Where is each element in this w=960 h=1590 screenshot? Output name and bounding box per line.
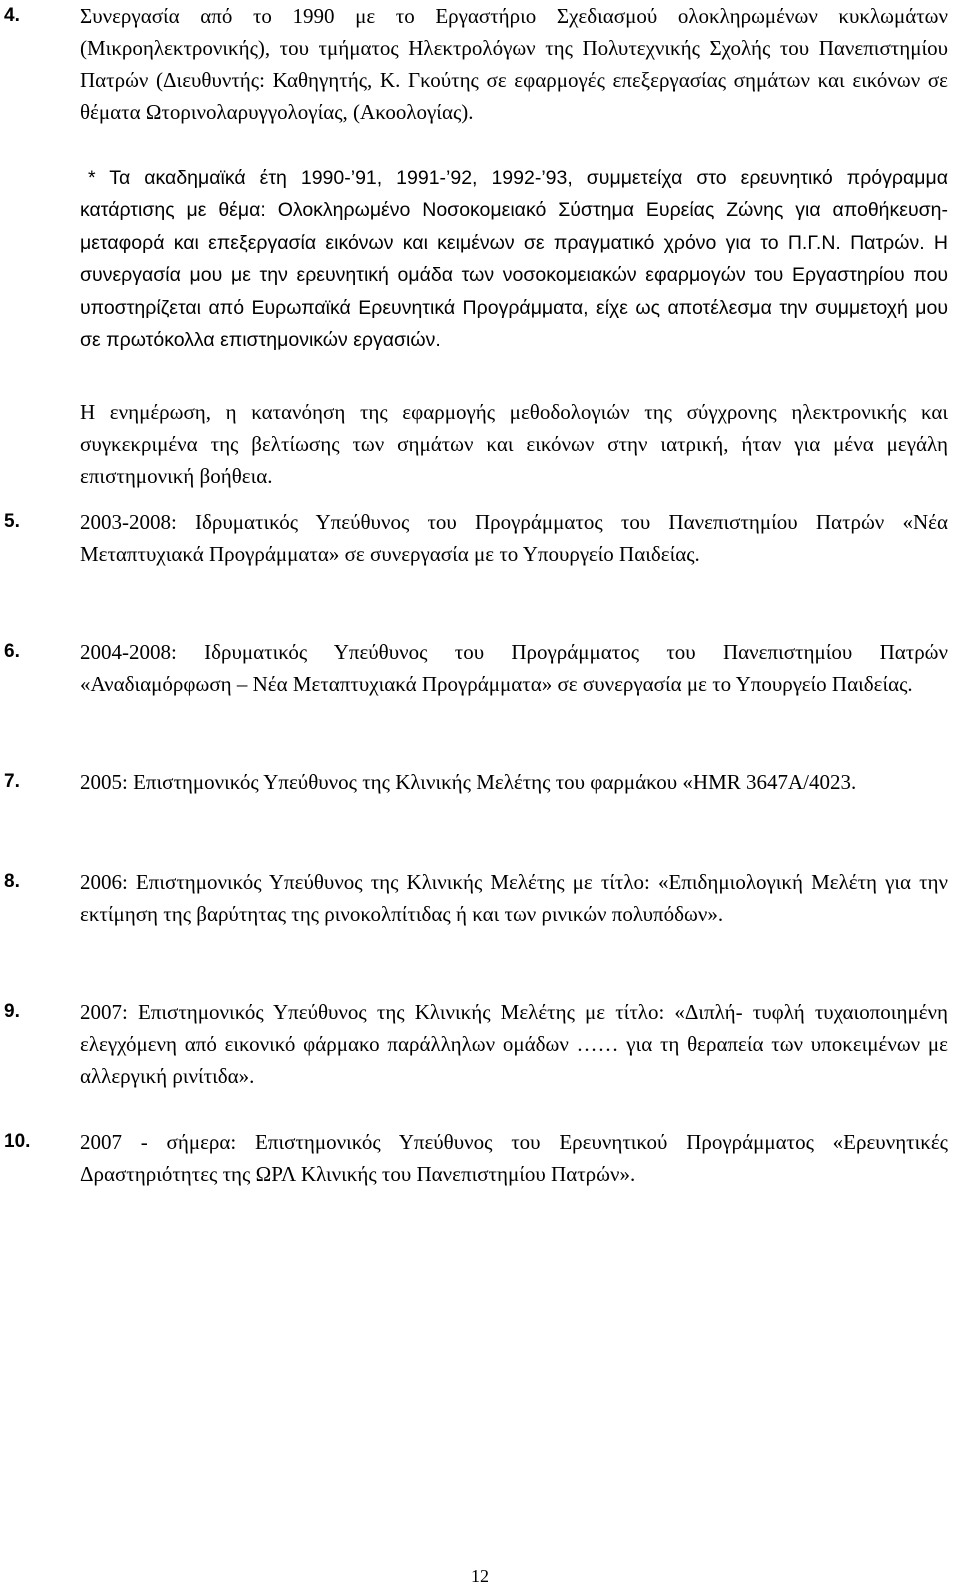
item-number: 9. <box>4 1001 20 1022</box>
item-number: 5. <box>4 511 20 532</box>
page-number: 12 <box>471 1566 489 1586</box>
item-paragraph: Συνεργασία από το 1990 με το Εργαστήριο Σχεδιασμού ολοκληρωμένων κυκλωμάτων (Μικροηλεκτρονικής), του τμήματος Ηλεκτρολόγων της Πολυτεχνικής Σχολής του Πανεπιστημίου Πατρών (Διευθυντής: Καθηγητής, Κ. Γκούτης σε εφαρμογές επεξεργασίας σημάτων και εικόνων σε θέματα Ωτορινολαρυγγολογίας, (Ακοολογίας). <box>80 4 948 124</box>
item-number: 4. <box>4 5 20 26</box>
item-paragraph: * Τα ακαδημαϊκά έτη 1990-’91, 1991-’92, 1992-’93, συμμετείχα στο ερευνητικό πρόγραμμα κατάρτισης με θέμα: Ολοκληρωμένο Νοσοκομειακό Σύστημα Ευρείας Ζώνης για αποθήκευση- μεταφορά και επεξεργασία εικόνων και κειμένων σε πραγματικό χρόνο για το Π.Γ.Ν. Πατρών. Η συνεργασία μου με την ερευνητική ομάδα των νοσοκομειακών εφαρμογών του Εργαστηρίου που υποστηρίζεται από Ευρωπαϊκά Ερευνητικά Προγράμματα, είχε ως αποτέλεσμα την συμμετοχή μου σε πρωτόκολλα επιστημονικών εργασιών. <box>80 167 948 352</box>
item-text: 2003-2008: Ιδρυματικός Υπεύθυνος του Προγράμματος του Πανεπιστημίου Πατρών «Νέα Μεταπτυχιακά Προγράμματα» σε συνεργασία με το Υπουργείο Παιδείας. <box>80 510 948 566</box>
item-body <box>80 0 948 492</box>
item-text: 2007: Επιστημονικός Υπεύθυνος της Κλινικής Μελέτης με τίτλο: «Διπλή- τυφλή τυχαιοποιημένη ελεγχόμενη από εικονικό φάρμακο παράλληλων ομάδων …… για τη θεραπεία των υποκειμένων με αλλεργική ρινίτιδα». <box>80 1000 948 1088</box>
item-text: 2004-2008: Ιδρυματικός Υπεύθυνος του Προγράμματος του Πανεπιστημίου Πατρών «Αναδιαμόρφωση – Νέα Μεταπτυχιακά Προγράμματα» σε συνεργασία με το Υπουργείο Παιδείας. <box>80 640 948 696</box>
item-number: 10. <box>4 1131 31 1152</box>
item-number: 8. <box>4 871 20 892</box>
item-text: 2006: Επιστημονικός Υπεύθυνος της Κλινικής Μελέτης με τίτλο: «Επιδημιολογική Μελέτη για την εκτίμηση της βαρύτητας της ρινοκολπίτιδας ή και των ρινικών πολυπόδων». <box>80 870 948 926</box>
item-number: 7. <box>4 771 20 792</box>
item-paragraph: Η ενημέρωση, η κατανόηση της εφαρμογής μεθοδολογιών της σύγχρονης ηλεκτρονικής και συγκεκριμένα της βελτίωσης των σημάτων και εικόνων στην ιατρική, ήταν για μένα μεγάλη επιστημονική βοήθεια. <box>80 400 948 488</box>
item-text: 2007 - σήμερα: Επιστημονικός Υπεύθυνος του Ερευνητικού Προγράμματος «Ερευνητικές Δραστηριότητες της ΩΡΛ Κλινικής του Πανεπιστημίου Πατρών». <box>80 1130 948 1186</box>
item-number: 6. <box>4 641 20 662</box>
item-text: 2005: Επιστημονικός Υπεύθυνος της Κλινικής Μελέτης του φαρμάκου «HMR 3647A/4023. <box>80 770 857 794</box>
